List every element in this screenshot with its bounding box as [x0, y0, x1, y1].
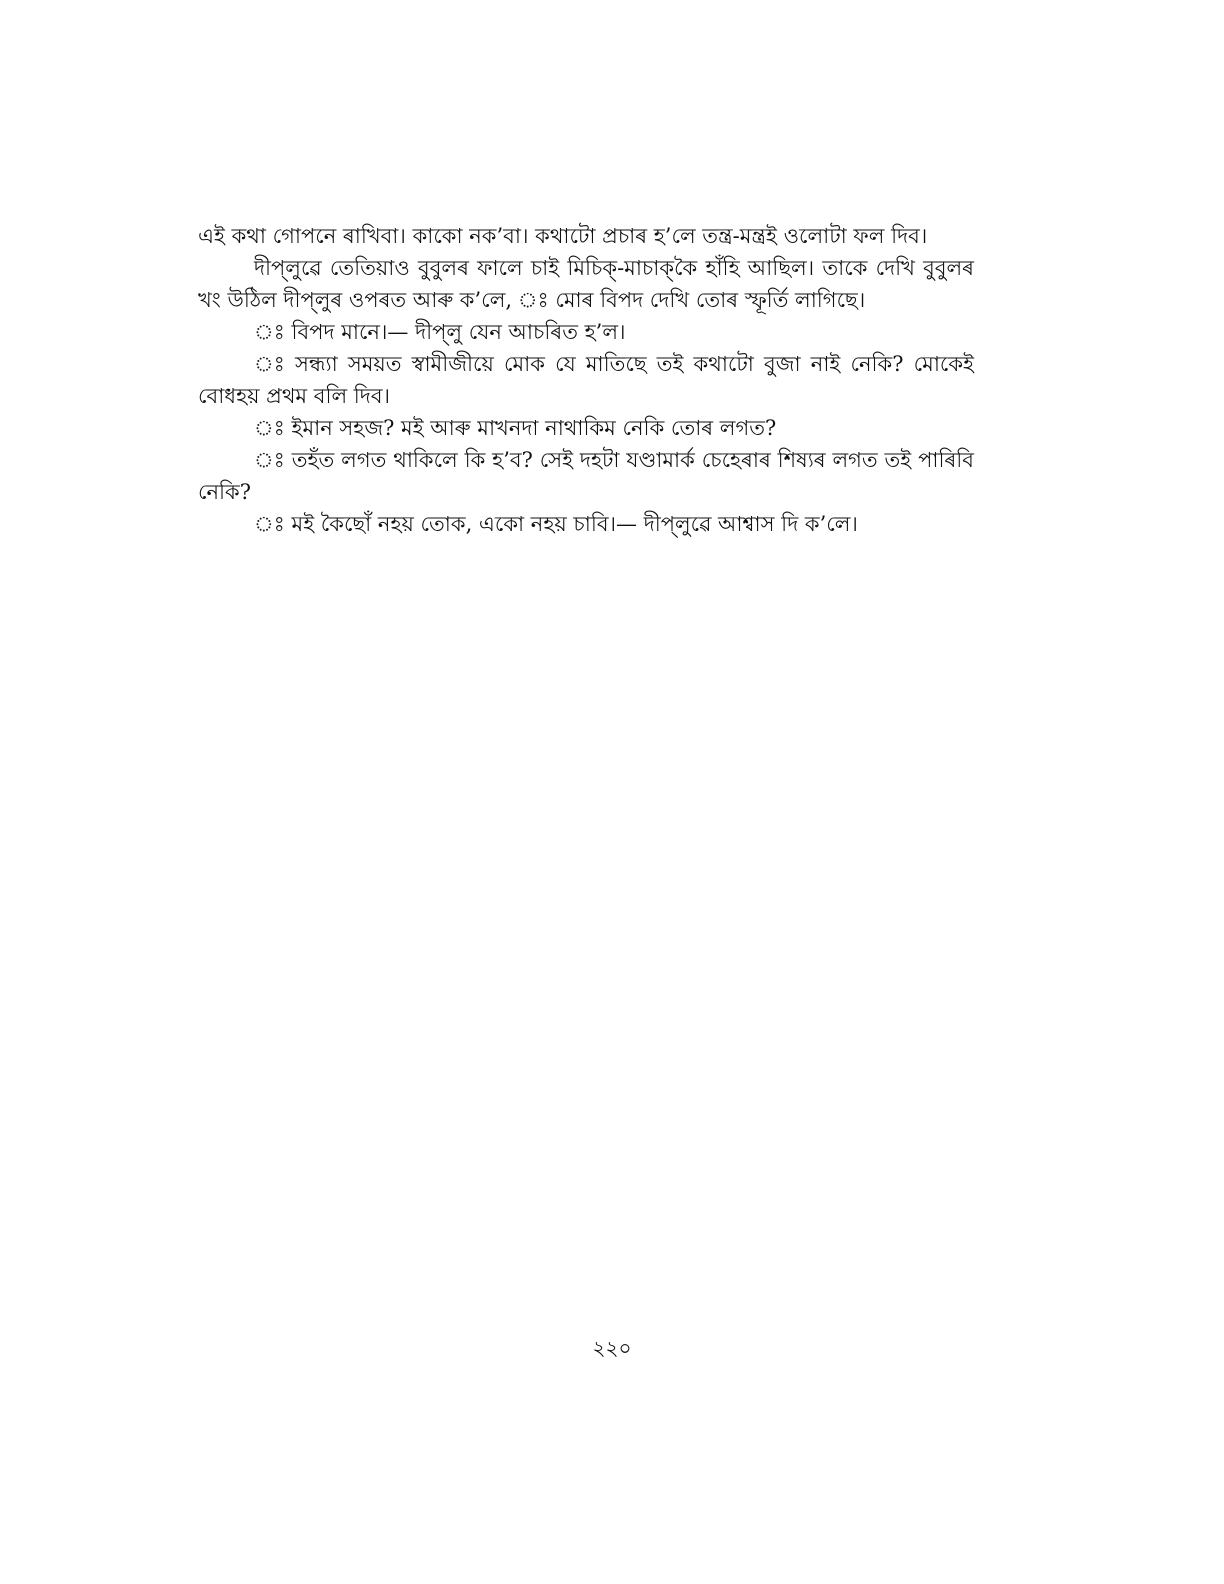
paragraph-3: ঃ বিপদ মানে।— দীপ্‌লু যেন আচৰিত হ’ল। — [254, 320, 626, 344]
paragraph-5: ঃ ইমান সহজ? মই আৰু মাখনদা নাথাকিম নেকি তোৰ লগত? — [254, 416, 777, 440]
paragraph-1: এই কথা গোপনে ৰাখিবা। কাকো নক’বা। কথাটো প্ৰচাৰ হ’লে তন্ত্ৰ-মন্ত্ৰই ওলোটা ফল দিব। — [198, 224, 928, 248]
paragraph-7: ঃ মই কৈছোঁ নহয় তোক, একো নহয় চাবি।— দীপ্‌লুৱে আশ্বাস দি ক’লে। — [254, 512, 858, 536]
page-body — [198, 220, 974, 540]
paragraph-6: ঃ তহঁত লগত থাকিলে কি হ’ব? সেই দহটা যণ্ডামাৰ্ক চেহেৰাৰ শিষ্যৰ লগত তই পাৰিবি নেকি? — [198, 448, 974, 504]
paragraph-4: ঃ সন্ধ্যা সময়ত স্বামীজীয়ে মোক যে মাতিছে তই কথাটো বুজা নাই নেকি? মোকেই বোধহয় প্ৰথম বলি দিব। — [198, 352, 974, 408]
paragraph-2: দীপ্‌লুৱে তেতিয়াও বুবুলৰ ফালে চাই মিচিক্‌-মাচাক্‌কৈ হাঁহি আছিল। তাকে দেখি বুবুলৰ খং উঠিল দীপ্‌লুৰ ওপৰত আৰু ক’লে, ঃ মোৰ বিপদ দেখি তোৰ স্ফূৰ্তি লাগিছে। — [198, 256, 974, 312]
page-number: ২২০ — [592, 1336, 632, 1360]
